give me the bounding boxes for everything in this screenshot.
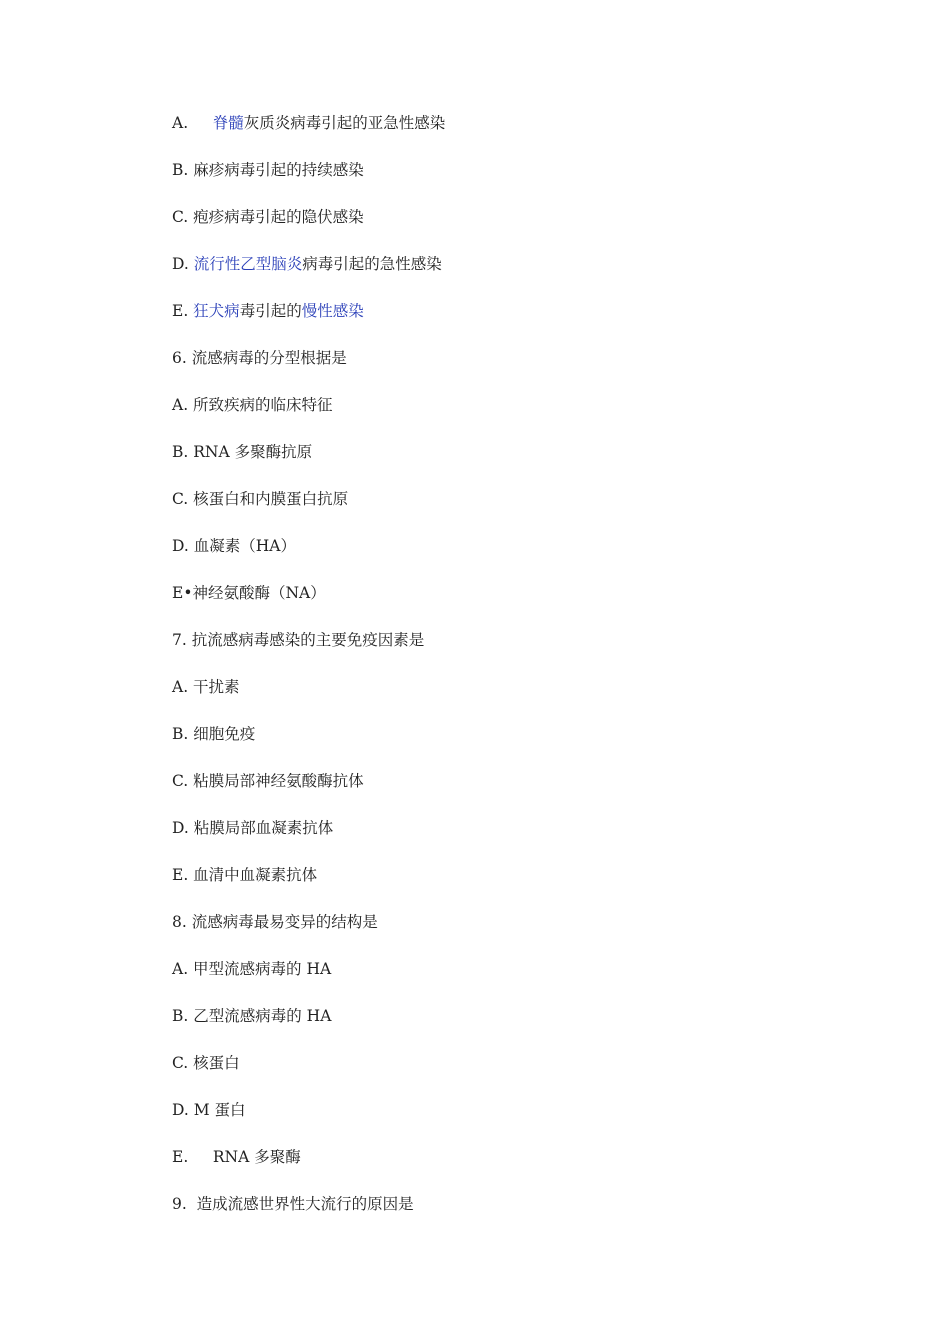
text-line (172, 1004, 872, 1051)
text-line (172, 769, 872, 816)
text-segment: 病毒引起的急性感染 (302, 255, 442, 273)
hyperlink[interactable]: 脊髓 (212, 114, 244, 132)
text-segment: D. M 蛋白 (172, 1101, 246, 1119)
text-segment: C. 粘膜局部神经氨酸酶抗体 (172, 772, 364, 790)
text-segment: A. (172, 114, 213, 132)
text-segment: A. 甲型流感病毒的 HA (172, 960, 332, 978)
text-line (172, 487, 872, 534)
text-line (172, 722, 872, 769)
text-segment: C. 核蛋白和内膜蛋白抗原 (172, 490, 349, 508)
text-line (172, 393, 872, 440)
text-segment: 9. 造成流感世界性大流行的原因是 (172, 1195, 414, 1213)
text-segment: E. 血清中血凝素抗体 (172, 866, 318, 884)
hyperlink[interactable]: 流行性乙型脑炎 (193, 255, 303, 273)
text-segment: B. RNA 多聚酶抗原 (172, 443, 313, 461)
text-line (172, 816, 872, 863)
text-segment: 6. 流感病毒的分型根据是 (172, 349, 347, 367)
text-segment: 灰质炎病毒引起的亚急性感染 (243, 114, 446, 132)
text-line (172, 957, 872, 1004)
text-line (172, 581, 872, 628)
text-line (172, 111, 872, 158)
text-segment: C. 疱疹病毒引起的隐伏感染 (172, 208, 364, 226)
question-list (172, 111, 872, 1239)
text-line (172, 675, 872, 722)
text-segment: B. 乙型流感病毒的 HA (172, 1007, 332, 1025)
text-segment: E•神经氨酸酶（NA） (172, 584, 326, 602)
text-segment: 毒引起的 (239, 302, 302, 320)
text-line (172, 205, 872, 252)
text-segment: D. 血凝素（HA） (172, 537, 296, 555)
text-line (172, 1098, 872, 1145)
text-line (172, 1051, 872, 1098)
text-line (172, 534, 872, 581)
text-segment: B. 麻疹病毒引起的持续感染 (172, 161, 364, 179)
text-segment: D. 粘膜局部血凝素抗体 (172, 819, 334, 837)
text-segment: A. 所致疾病的临床特征 (172, 396, 333, 414)
text-segment: E. RNA 多聚酶 (172, 1148, 301, 1166)
text-segment: B. 细胞免疫 (172, 725, 256, 743)
text-line (172, 628, 872, 675)
hyperlink[interactable]: 慢性感染 (301, 302, 364, 320)
text-line (172, 440, 872, 487)
text-segment: 8. 流感病毒最易变异的结构是 (172, 913, 378, 931)
text-line (172, 252, 872, 299)
text-line (172, 910, 872, 957)
text-line (172, 158, 872, 205)
text-line (172, 863, 872, 910)
text-line (172, 1145, 872, 1192)
text-segment: D. (172, 255, 194, 273)
hyperlink[interactable]: 狂犬病 (193, 302, 240, 320)
text-line (172, 299, 872, 346)
text-line (172, 1192, 872, 1239)
text-segment: E. (172, 302, 194, 320)
text-segment: 7. 抗流感病毒感染的主要免疫因素是 (172, 631, 425, 649)
text-segment: A. 干扰素 (172, 678, 240, 696)
text-segment: C. 核蛋白 (172, 1054, 240, 1072)
text-line (172, 346, 872, 393)
